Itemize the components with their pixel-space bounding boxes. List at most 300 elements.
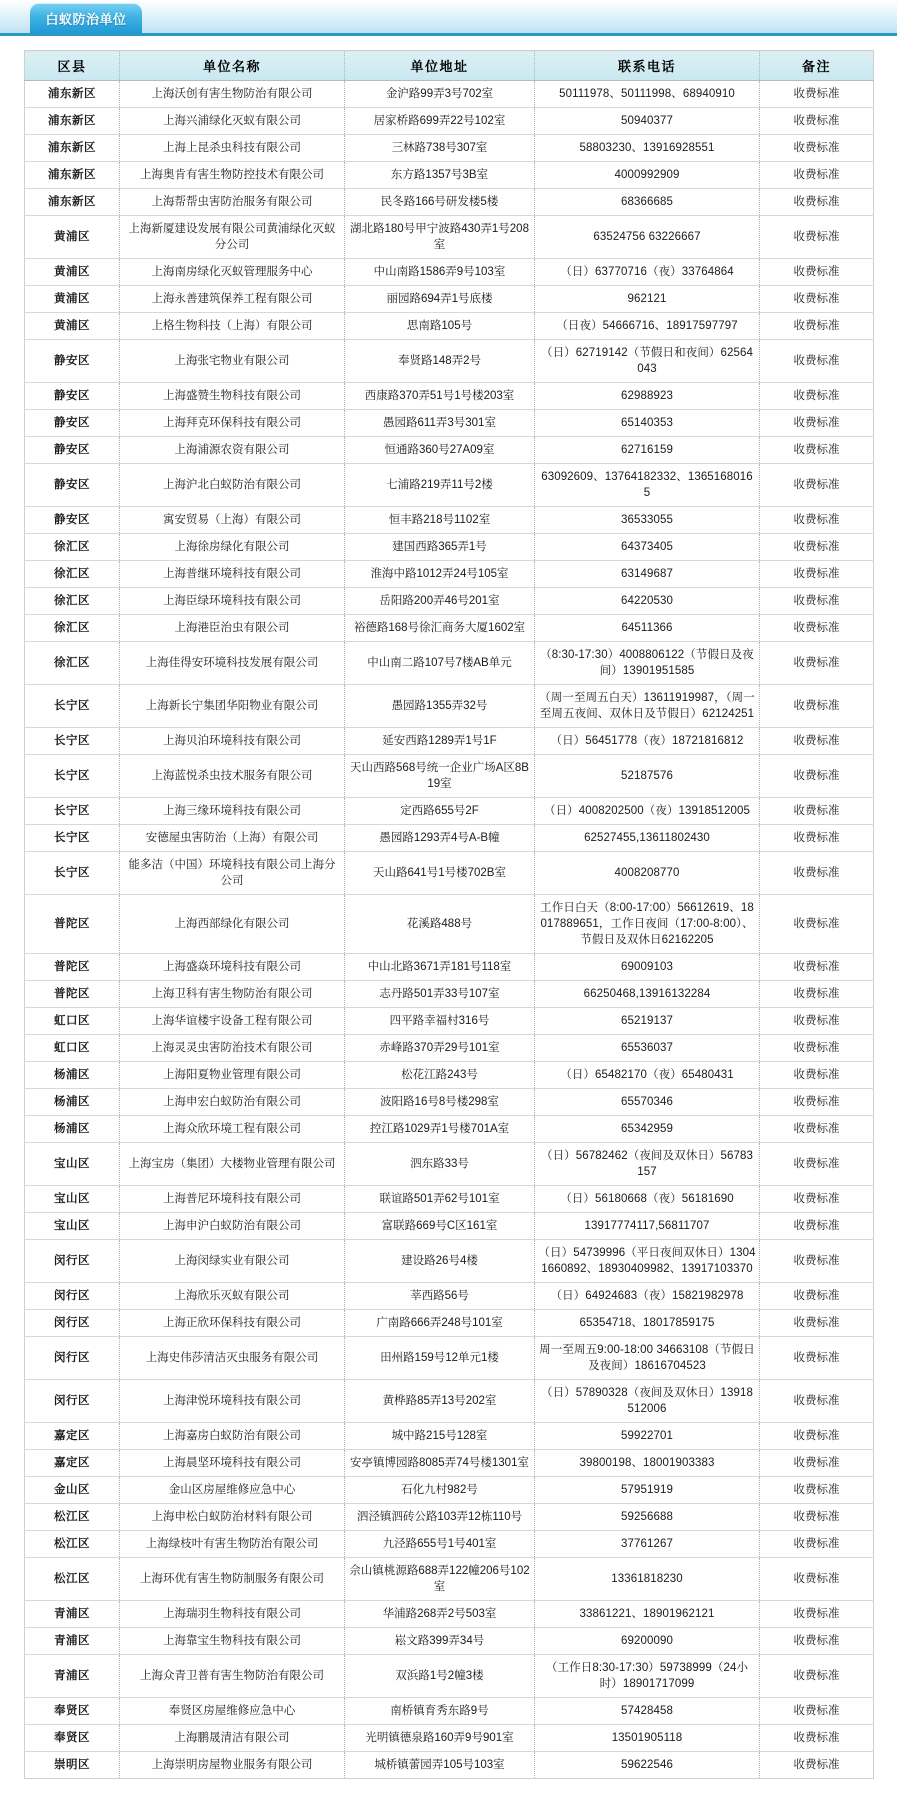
cell-district: 黄浦区	[25, 313, 120, 340]
table-row	[25, 1380, 874, 1423]
cell-district: 徐汇区	[25, 561, 120, 588]
cell-remarks[interactable]: 收费标准	[760, 1143, 874, 1186]
cell-remarks[interactable]: 收费标准	[760, 1008, 874, 1035]
cell-unit-address: 华浦路268弄2号503室	[345, 1601, 535, 1628]
cell-unit-name: 上海申沪白蚁防治有限公司	[120, 1213, 345, 1240]
cell-district: 静安区	[25, 464, 120, 507]
cell-district: 青浦区	[25, 1628, 120, 1655]
cell-remarks[interactable]: 收费标准	[760, 216, 874, 259]
cell-contact-phone: 65219137	[535, 1008, 760, 1035]
table-row	[25, 1752, 874, 1779]
cell-district: 松江区	[25, 1558, 120, 1601]
cell-contact-phone: （日）56782462（夜间及双休日）56783157	[535, 1143, 760, 1186]
cell-remarks[interactable]: 收费标准	[760, 1283, 874, 1310]
cell-remarks[interactable]: 收费标准	[760, 1558, 874, 1601]
cell-contact-phone: 39800198、18001903383	[535, 1450, 760, 1477]
table-header	[25, 51, 874, 81]
cell-unit-address: 控江路1029弄1号楼701A室	[345, 1116, 535, 1143]
table-row	[25, 1186, 874, 1213]
cell-remarks[interactable]: 收费标准	[760, 1655, 874, 1698]
cell-contact-phone: 68366685	[535, 189, 760, 216]
table-row	[25, 1116, 874, 1143]
table-body	[25, 81, 874, 1779]
cell-unit-name: 上海帮帮虫害防治服务有限公司	[120, 189, 345, 216]
cell-district: 闵行区	[25, 1380, 120, 1423]
cell-unit-address: 奉贤路148弄2号	[345, 340, 535, 383]
table-row	[25, 825, 874, 852]
cell-unit-name: 上海申宏白蚁防治有限公司	[120, 1089, 345, 1116]
cell-contact-phone: 65536037	[535, 1035, 760, 1062]
cell-district: 黄浦区	[25, 286, 120, 313]
cell-contact-phone: （日）56451778（夜）18721816812	[535, 728, 760, 755]
table-row	[25, 340, 874, 383]
cell-unit-address: 居家桥路699弄22号102室	[345, 108, 535, 135]
cell-contact-phone: 周一至周五9:00-18:00 34663108（节假日及夜间）18616704523	[535, 1337, 760, 1380]
table-row	[25, 755, 874, 798]
table-row	[25, 1310, 874, 1337]
table-row	[25, 1062, 874, 1089]
table-row	[25, 798, 874, 825]
cell-district: 崇明区	[25, 1752, 120, 1779]
cell-unit-name: 上海南房绿化灭蚁管理服务中心	[120, 259, 345, 286]
cell-unit-name: 上海新厦建设发展有限公司黄浦绿化灭蚁分公司	[120, 216, 345, 259]
cell-remarks[interactable]: 收费标准	[760, 383, 874, 410]
table-row	[25, 259, 874, 286]
cell-remarks[interactable]: 收费标准	[760, 981, 874, 1008]
table-row	[25, 588, 874, 615]
cell-remarks[interactable]: 收费标准	[760, 1477, 874, 1504]
tab-label: 白蚁防治单位	[45, 11, 127, 27]
cell-district: 杨浦区	[25, 1116, 120, 1143]
cell-remarks[interactable]: 收费标准	[760, 588, 874, 615]
cell-contact-phone: （日）64924683（夜）15821982978	[535, 1283, 760, 1310]
table-container	[0, 36, 897, 1801]
cell-unit-name: 上海蓝悦杀虫技术服务有限公司	[120, 755, 345, 798]
cell-unit-address: 南桥镇育秀东路9号	[345, 1698, 535, 1725]
table-row	[25, 135, 874, 162]
cell-unit-name: 上海正欣环保科技有限公司	[120, 1310, 345, 1337]
cell-unit-address: 西康路370弄51号1号楼203室	[345, 383, 535, 410]
cell-remarks[interactable]: 收费标准	[760, 162, 874, 189]
table-row	[25, 189, 874, 216]
table-row	[25, 1213, 874, 1240]
cell-remarks[interactable]: 收费标准	[793, 1759, 840, 1771]
cell-remarks[interactable]: 收费标准	[760, 1423, 874, 1450]
cell-remarks[interactable]: 收费标准	[760, 1310, 874, 1337]
cell-remarks[interactable]: 收费标准	[760, 642, 874, 685]
cell-district: 杨浦区	[25, 1089, 120, 1116]
cell-contact-phone: 64220530	[535, 588, 760, 615]
cell-unit-name: 上海奥肯有害生物防控技术有限公司	[120, 162, 345, 189]
cell-unit-address: 岳阳路200弄46号201室	[345, 588, 535, 615]
column-header-contact-phone: 联系电话	[535, 51, 760, 81]
cell-unit-address: 愚园路611弄3号301室	[345, 410, 535, 437]
cell-unit-address: 崧文路399弄34号	[345, 1628, 535, 1655]
cell-unit-name: 能多洁（中国）环境科技有限公司上海分公司	[120, 852, 345, 895]
cell-unit-name: 上海阳夏物业管理有限公司	[120, 1062, 345, 1089]
cell-district: 浦东新区	[25, 108, 120, 135]
cell-district: 闵行区	[25, 1240, 120, 1283]
table-row	[25, 507, 874, 534]
cell-unit-name: 上海史伟莎清洁灭虫服务有限公司	[120, 1337, 345, 1380]
table-row	[25, 534, 874, 561]
table-row	[25, 685, 874, 728]
cell-unit-address: 四平路幸福村316号	[345, 1008, 535, 1035]
cell-contact-phone: 62716159	[535, 437, 760, 464]
cell-unit-name: 上海新长宁集团华阳物业有限公司	[120, 685, 345, 728]
cell-contact-phone: 59256688	[535, 1504, 760, 1531]
cell-district: 嘉定区	[25, 1423, 120, 1450]
cell-district: 徐汇区	[25, 588, 120, 615]
cell-remarks[interactable]: 收费标准	[760, 1450, 874, 1477]
cell-unit-name: 上海普继环境科技有限公司	[120, 561, 345, 588]
cell-contact-phone: 33861221、18901962121	[535, 1601, 760, 1628]
cell-unit-name: 上海盛赞生物科技有限公司	[120, 383, 345, 410]
cell-district: 宝山区	[25, 1143, 120, 1186]
cell-unit-address: 愚园路1293弄4号A-B幢	[345, 825, 535, 852]
cell-unit-name: 安德屋虫害防治（上海）有限公司	[120, 825, 345, 852]
cell-unit-address: 中山南二路107号7楼AB单元	[345, 642, 535, 685]
cell-contact-phone: 57428458	[535, 1698, 760, 1725]
cell-unit-address: 富联路669号C区161室	[345, 1213, 535, 1240]
table-row	[25, 1035, 874, 1062]
cell-remarks[interactable]: 收费标准	[760, 1035, 874, 1062]
cell-unit-address: 光明镇德泉路160弄9号901室	[345, 1725, 535, 1752]
cell-remarks[interactable]: 收费标准	[760, 1601, 874, 1628]
cell-unit-address: 泗东路33号	[345, 1143, 535, 1186]
cell-district: 闵行区	[25, 1337, 120, 1380]
cell-unit-address: 广南路666弄248号101室	[345, 1310, 535, 1337]
cell-unit-address: 建国西路365弄1号	[345, 534, 535, 561]
table-row	[25, 615, 874, 642]
cell-remarks[interactable]: 收费标准	[760, 437, 874, 464]
table-row	[25, 410, 874, 437]
cell-unit-name: 上海贝泊环境科技有限公司	[120, 728, 345, 755]
cell-remarks[interactable]: 收费标准	[760, 798, 874, 825]
cell-remarks[interactable]: 收费标准	[760, 954, 874, 981]
table-row	[25, 464, 874, 507]
table-row	[25, 1698, 874, 1725]
cell-contact-phone: 65570346	[535, 1089, 760, 1116]
cell-remarks[interactable]: 收费标准	[760, 286, 874, 313]
cell-contact-phone: （工作日8:30-17:30）59738999（24小时）18901717099	[535, 1655, 760, 1698]
cell-unit-address: 天山路641号1号楼702B室	[345, 852, 535, 895]
cell-unit-address: 中山北路3671弄181号118室	[345, 954, 535, 981]
top-tab-bar	[0, 0, 897, 36]
cell-district: 松江区	[25, 1531, 120, 1558]
table-row	[25, 852, 874, 895]
cell-district: 浦东新区	[25, 162, 120, 189]
column-header-district: 区县	[25, 51, 120, 81]
cell-unit-name: 上海绿枝叶有害生物防治有限公司	[120, 1531, 345, 1558]
cell-unit-address: 波阳路16号8号楼298室	[345, 1089, 535, 1116]
cell-unit-address: 田州路159号12单元1楼	[345, 1337, 535, 1380]
cell-unit-name: 金山区房屋维修应急中心	[120, 1477, 345, 1504]
cell-unit-address: 九泾路655号1号401室	[345, 1531, 535, 1558]
cell-contact-phone: 65140353	[535, 410, 760, 437]
cell-unit-name: 上海鹏晟清洁有限公司	[120, 1725, 345, 1752]
cell-unit-name: 上海申松白蚁防治材料有限公司	[120, 1504, 345, 1531]
cell-remarks[interactable]: 收费标准	[760, 728, 874, 755]
cell-unit-address: 金沪路99弄3号702室	[345, 81, 535, 108]
cell-contact-phone: （日）56180668（夜）56181690	[535, 1186, 760, 1213]
table-row	[25, 216, 874, 259]
cell-remarks[interactable]: 收费标准	[760, 1337, 874, 1380]
cell-contact-phone: （日）4008202500（夜）13918512005	[535, 798, 760, 825]
cell-remarks[interactable]: 收费标准	[760, 561, 874, 588]
cell-remarks[interactable]: 收费标准	[760, 755, 874, 798]
column-header-unit-address: 单位地址	[345, 51, 535, 81]
cell-remarks[interactable]: 收费标准	[760, 1380, 874, 1423]
cell-district: 闵行区	[25, 1283, 120, 1310]
column-header-unit-name: 单位名称	[120, 51, 345, 81]
cell-remarks[interactable]: 收费标准	[760, 895, 874, 954]
cell-remarks[interactable]: 收费标准	[760, 1186, 874, 1213]
cell-contact-phone: 64373405	[535, 534, 760, 561]
cell-remarks[interactable]: 收费标准	[760, 189, 874, 216]
cell-district: 普陀区	[25, 954, 120, 981]
cell-district: 嘉定区	[25, 1450, 120, 1477]
table-row	[25, 895, 874, 954]
cell-remarks[interactable]: 收费标准	[760, 259, 874, 286]
cell-unit-address: 丽园路694弄1号底楼	[345, 286, 535, 313]
cell-contact-phone: 64511366	[535, 615, 760, 642]
cell-unit-address: 联谊路501弄62号101室	[345, 1186, 535, 1213]
cell-remarks[interactable]: 收费标准	[760, 1089, 874, 1116]
cell-unit-name: 上海三缘环境科技有限公司	[120, 798, 345, 825]
cell-unit-name: 上海臣绿环境科技有限公司	[120, 588, 345, 615]
cell-remarks[interactable]: 收费标准	[760, 1628, 874, 1655]
cell-unit-name: 上海宝房（集团）大楼物业管理有限公司	[120, 1143, 345, 1186]
cell-remarks[interactable]: 收费标准	[760, 410, 874, 437]
cell-contact-phone: 37761267	[535, 1531, 760, 1558]
table-row	[25, 1655, 874, 1698]
cell-contact-phone: 13917774117,56811707	[535, 1213, 760, 1240]
cell-district: 徐汇区	[25, 534, 120, 561]
cell-unit-address: 思南路105号	[345, 313, 535, 340]
cell-contact-phone: 62988923	[535, 383, 760, 410]
table-row	[25, 1531, 874, 1558]
cell-unit-name: 上格生物科技（上海）有限公司	[120, 313, 345, 340]
cell-district: 青浦区	[25, 1655, 120, 1698]
cell-district: 静安区	[25, 410, 120, 437]
cell-unit-address: 泗泾镇泗砖公路103弄12栋110号	[345, 1504, 535, 1531]
cell-remarks[interactable]: 收费标准	[760, 825, 874, 852]
cell-district: 普陀区	[25, 895, 120, 954]
cell-unit-name: 上海欣乐灭蚁有限公司	[120, 1283, 345, 1310]
cell-unit-address: 三林路738号307室	[345, 135, 535, 162]
cell-contact-phone: 962121	[535, 286, 760, 313]
table-row	[25, 162, 874, 189]
cell-unit-name: 上海闵绿实业有限公司	[120, 1240, 345, 1283]
cell-contact-phone: 65342959	[535, 1116, 760, 1143]
cell-district: 黄浦区	[25, 259, 120, 286]
cell-unit-address: 愚园路1355弄32号	[345, 685, 535, 728]
cell-unit-address: 东方路1357号3B室	[345, 162, 535, 189]
cell-district: 长宁区	[25, 755, 120, 798]
cell-unit-name: 上海嘉房白蚁防治有限公司	[120, 1423, 345, 1450]
cell-remarks[interactable]: 收费标准	[760, 534, 874, 561]
cell-contact-phone: （日）63770716（夜）33764864	[535, 259, 760, 286]
table-row	[25, 981, 874, 1008]
cell-contact-phone: 57951919	[535, 1477, 760, 1504]
cell-contact-phone: 59622546	[535, 1752, 760, 1779]
cell-contact-phone: （日）65482170（夜）65480431	[535, 1062, 760, 1089]
cell-district: 静安区	[25, 437, 120, 464]
cell-unit-name: 上海浦源农资有限公司	[120, 437, 345, 464]
cell-unit-address: 恒丰路218号1102室	[345, 507, 535, 534]
cell-remarks[interactable]: 收费标准	[760, 1504, 874, 1531]
table-row	[25, 1337, 874, 1380]
cell-unit-name: 上海永善建筑保养工程有限公司	[120, 286, 345, 313]
cell-contact-phone: 62527455,13611802430	[535, 825, 760, 852]
cell-district: 浦东新区	[25, 189, 120, 216]
cell-unit-name: 上海津悦环境科技有限公司	[120, 1380, 345, 1423]
cell-remarks[interactable]: 收费标准	[760, 615, 874, 642]
cell-contact-phone: 50111978、50111998、68940910	[535, 81, 760, 108]
cell-contact-phone: 69200090	[535, 1628, 760, 1655]
cell-contact-phone: 13501905118	[535, 1725, 760, 1752]
cell-contact-phone: （日）62719142（节假日和夜间）62564043	[535, 340, 760, 383]
table-row	[25, 1143, 874, 1186]
cell-district: 奉贤区	[25, 1725, 120, 1752]
table-header-row	[25, 51, 874, 81]
cell-district: 浦东新区	[25, 135, 120, 162]
cell-district: 宝山区	[25, 1186, 120, 1213]
table-row	[25, 1089, 874, 1116]
cell-unit-name: 上海港臣治虫有限公司	[120, 615, 345, 642]
cell-contact-phone: 4008208770	[535, 852, 760, 895]
cell-unit-address: 延安西路1289弄1号1F	[345, 728, 535, 755]
cell-district: 虹口区	[25, 1008, 120, 1035]
cell-unit-address: 花溪路488号	[345, 895, 535, 954]
cell-remarks[interactable]: 收费标准	[760, 1240, 874, 1283]
cell-unit-name: 上海晨坚环境科技有限公司	[120, 1450, 345, 1477]
table-row	[25, 728, 874, 755]
cell-unit-address: 松花江路243号	[345, 1062, 535, 1089]
cell-unit-name: 上海佳得安环境科技发展有限公司	[120, 642, 345, 685]
cell-remarks[interactable]: 收费标准	[760, 81, 874, 108]
cell-contact-phone: （日）57890328（夜间及双休日）13918512006	[535, 1380, 760, 1423]
cell-contact-phone: 13361818230	[535, 1558, 760, 1601]
cell-district: 长宁区	[25, 728, 120, 755]
cell-unit-address: 淮海中路1012弄24号105室	[345, 561, 535, 588]
table-row	[25, 1283, 874, 1310]
cell-remarks[interactable]: 收费标准	[760, 1062, 874, 1089]
cell-district: 徐汇区	[25, 642, 120, 685]
table-row	[25, 313, 874, 340]
cell-remarks[interactable]: 收费标准	[760, 852, 874, 895]
cell-unit-address: 黄桦路85弄13号202室	[345, 1380, 535, 1423]
cell-remarks[interactable]: 收费标准	[760, 1698, 874, 1725]
cell-remarks[interactable]: 收费标准	[760, 1116, 874, 1143]
cell-unit-name: 上海环优有害生物防制服务有限公司	[120, 1558, 345, 1601]
table-row	[25, 642, 874, 685]
table-row	[25, 561, 874, 588]
cell-unit-address: 建设路26号4楼	[345, 1240, 535, 1283]
cell-unit-name: 奉贤区房屋维修应急中心	[120, 1698, 345, 1725]
cell-unit-address: 民冬路166号研发楼5楼	[345, 189, 535, 216]
table-row	[25, 954, 874, 981]
cell-unit-address: 志丹路501弄33号107室	[345, 981, 535, 1008]
cell-district: 奉贤区	[25, 1698, 120, 1725]
cell-district: 静安区	[25, 507, 120, 534]
cell-unit-name: 上海兴浦绿化灭蚁有限公司	[120, 108, 345, 135]
cell-remarks[interactable]: 收费标准	[760, 1213, 874, 1240]
cell-unit-address: 城中路215号128室	[345, 1423, 535, 1450]
table-row	[25, 1240, 874, 1283]
cell-unit-name: 上海盛焱环境科技有限公司	[120, 954, 345, 981]
cell-remarks[interactable]: 收费标准	[760, 313, 874, 340]
table-row	[25, 1601, 874, 1628]
table-row	[25, 1450, 874, 1477]
cell-contact-phone: （日夜）54666716、18917597797	[535, 313, 760, 340]
cell-unit-name: 上海华谊楼宇设备工程有限公司	[120, 1008, 345, 1035]
cell-remarks[interactable]: 收费标准	[760, 507, 874, 534]
cell-district: 长宁区	[25, 852, 120, 895]
cell-unit-name: 上海上昆杀虫科技有限公司	[120, 135, 345, 162]
cell-unit-address: 赤峰路370弄29号101室	[345, 1035, 535, 1062]
cell-contact-phone: 63149687	[535, 561, 760, 588]
column-header-remarks: 备注	[760, 51, 874, 81]
cell-remarks[interactable]: 收费标准	[760, 1725, 874, 1752]
cell-unit-name: 上海普尼环境科技有限公司	[120, 1186, 345, 1213]
cell-unit-name: 上海拜克环保科技有限公司	[120, 410, 345, 437]
table-row	[25, 1725, 874, 1752]
cell-district: 宝山区	[25, 1213, 120, 1240]
cell-district: 青浦区	[25, 1601, 120, 1628]
cell-contact-phone: 65354718、18017859175	[535, 1310, 760, 1337]
cell-district: 黄浦区	[25, 216, 120, 259]
tab-termite-control-units[interactable]	[30, 3, 142, 33]
table-row	[25, 1558, 874, 1601]
termite-control-units-table	[24, 50, 874, 1779]
cell-unit-name: 上海崇明房屋物业服务有限公司	[120, 1752, 345, 1779]
cell-district: 普陀区	[25, 981, 120, 1008]
cell-unit-name: 上海张宅物业有限公司	[120, 340, 345, 383]
cell-unit-address: 双浜路1号2幢3楼	[345, 1655, 535, 1698]
cell-contact-phone: （8:30-17:30）4008806122（节假日及夜间）13901951585	[535, 642, 760, 685]
cell-district: 长宁区	[25, 798, 120, 825]
cell-remarks[interactable]: 收费标准	[760, 1531, 874, 1558]
cell-unit-name: 上海众青卫普有害生物防治有限公司	[120, 1655, 345, 1698]
cell-remarks[interactable]: 收费标准	[760, 685, 874, 728]
cell-unit-name: 寓安贸易（上海）有限公司	[120, 507, 345, 534]
cell-unit-name: 上海沃创有害生物防治有限公司	[120, 81, 345, 108]
cell-district: 静安区	[25, 383, 120, 410]
cell-remarks[interactable]: 收费标准	[760, 340, 874, 383]
cell-district: 虹口区	[25, 1035, 120, 1062]
cell-contact-phone: 58803230、13916928551	[535, 135, 760, 162]
cell-unit-address: 莘西路56号	[345, 1283, 535, 1310]
cell-unit-name: 上海众欣环境工程有限公司	[120, 1116, 345, 1143]
table-row	[25, 1477, 874, 1504]
cell-remarks[interactable]: 收费标准	[760, 108, 874, 135]
cell-unit-address: 城桥镇蕾园弄105号103室	[345, 1752, 535, 1779]
cell-unit-name: 上海瑞羽生物科技有限公司	[120, 1601, 345, 1628]
cell-district: 杨浦区	[25, 1062, 120, 1089]
cell-unit-name: 上海灵灵虫害防治技术有限公司	[120, 1035, 345, 1062]
cell-unit-address: 石化九村982号	[345, 1477, 535, 1504]
cell-district: 松江区	[25, 1504, 120, 1531]
cell-remarks[interactable]: 收费标准	[760, 135, 874, 162]
table-row	[25, 1423, 874, 1450]
cell-remarks[interactable]: 收费标准	[760, 464, 874, 507]
cell-contact-phone: 63524756 63226667	[535, 216, 760, 259]
cell-district: 长宁区	[25, 825, 120, 852]
table-row	[25, 108, 874, 135]
cell-unit-address: 定西路655号2F	[345, 798, 535, 825]
